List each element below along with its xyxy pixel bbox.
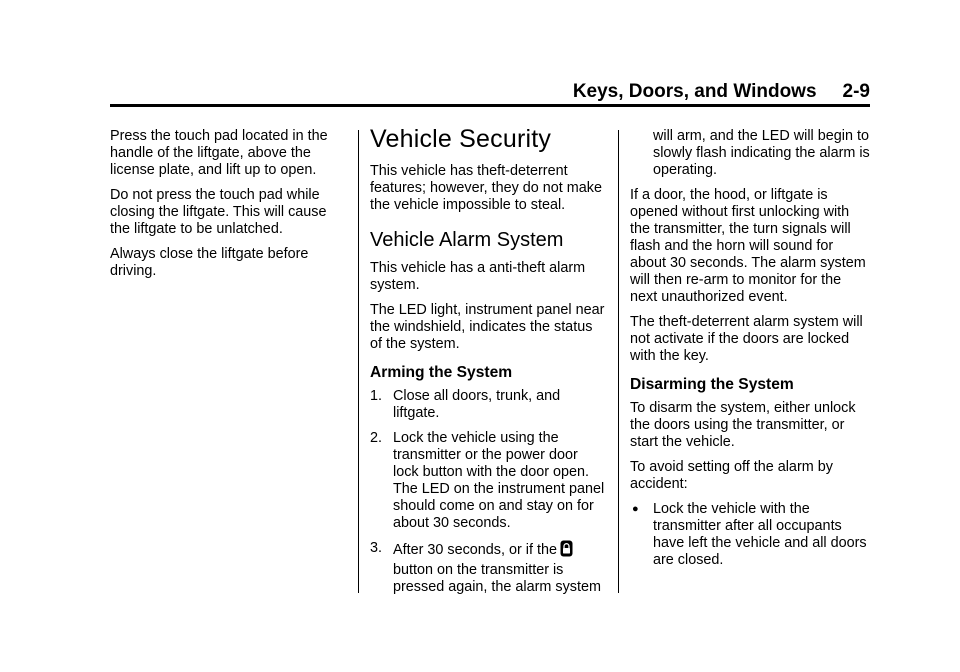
column-divider-1 bbox=[358, 130, 359, 593]
security-text: This vehicle has theft-deterrent features; however, they do not make the vehicle impossible to steal. bbox=[370, 163, 602, 213]
alarm-system-heading: Vehicle Alarm System bbox=[370, 229, 564, 251]
step-number: 1. bbox=[370, 388, 383, 404]
vehicle-security-heading: Vehicle Security bbox=[370, 125, 552, 153]
column-2 bbox=[370, 124, 605, 604]
arming-step-2 bbox=[370, 430, 605, 532]
page-header bbox=[110, 80, 870, 104]
liftgate-open-text: Press the touch pad located in the handle of the liftgate, above the license plate, and lift up to open. bbox=[110, 128, 328, 178]
header-rule bbox=[110, 104, 870, 107]
liftgate-close-text: Always close the liftgate before driving. bbox=[110, 246, 309, 279]
key-lock-text: The theft-deterrent alarm system will not activate if the doors are locked with the key. bbox=[630, 314, 863, 364]
step-text-before: After 30 seconds, or if the bbox=[393, 542, 557, 558]
liftgate-warning-text: Do not press the touch pad while closing the liftgate. This will cause the liftgate to be unlatched. bbox=[110, 187, 327, 237]
bullet-text: Lock the vehicle with the transmitter after all occupants have left the vehicle and all doors are closed. bbox=[653, 501, 867, 568]
disarm-text: To disarm the system, either unlock the doors using the transmitter, or start the vehicle. bbox=[630, 400, 856, 450]
list-item bbox=[630, 501, 870, 569]
arming-step-3 bbox=[370, 540, 605, 596]
lock-icon bbox=[560, 540, 573, 562]
column-divider-2 bbox=[618, 130, 619, 593]
disarming-heading: Disarming the System bbox=[630, 376, 794, 393]
step-number: 2. bbox=[370, 430, 383, 446]
arming-step-1 bbox=[370, 388, 605, 422]
step-text: Close all doors, trunk, and liftgate. bbox=[393, 388, 561, 421]
column-1 bbox=[110, 128, 340, 288]
page-number: 2-9 bbox=[842, 81, 870, 102]
step-number: 3. bbox=[370, 540, 383, 556]
step-text-after: button on the transmitter is pressed again, the alarm system bbox=[393, 562, 601, 595]
alarm-text-2: The LED light, instrument panel near the windshield, indicates the status of the system. bbox=[370, 302, 605, 352]
alarm-text-1: This vehicle has a anti-theft alarm system. bbox=[370, 260, 586, 293]
intrusion-text: If a door, the hood, or liftgate is opened without first unlocking with the transmitter, the turn signals will flash and the horn will sound for about 30 seconds. The alarm system will then re-arm to monitor for the next unauthorized event. bbox=[630, 187, 866, 305]
step-text: Lock the vehicle using the transmitter or the power door lock button with the door open. The LED on the instrument panel should come on and stay on for about 30 seconds. bbox=[393, 430, 605, 531]
step-3-continuation: will arm, and the LED will begin to slowly flash indicating the alarm is operating. bbox=[653, 128, 870, 178]
avoid-alarm-text: To avoid setting off the alarm by accident: bbox=[630, 459, 833, 492]
arming-heading: Arming the System bbox=[370, 364, 513, 381]
column-3 bbox=[630, 128, 870, 577]
bullet-icon: ● bbox=[632, 503, 639, 515]
step-text bbox=[393, 540, 605, 596]
section-title: Keys, Doors, and Windows bbox=[572, 81, 817, 102]
